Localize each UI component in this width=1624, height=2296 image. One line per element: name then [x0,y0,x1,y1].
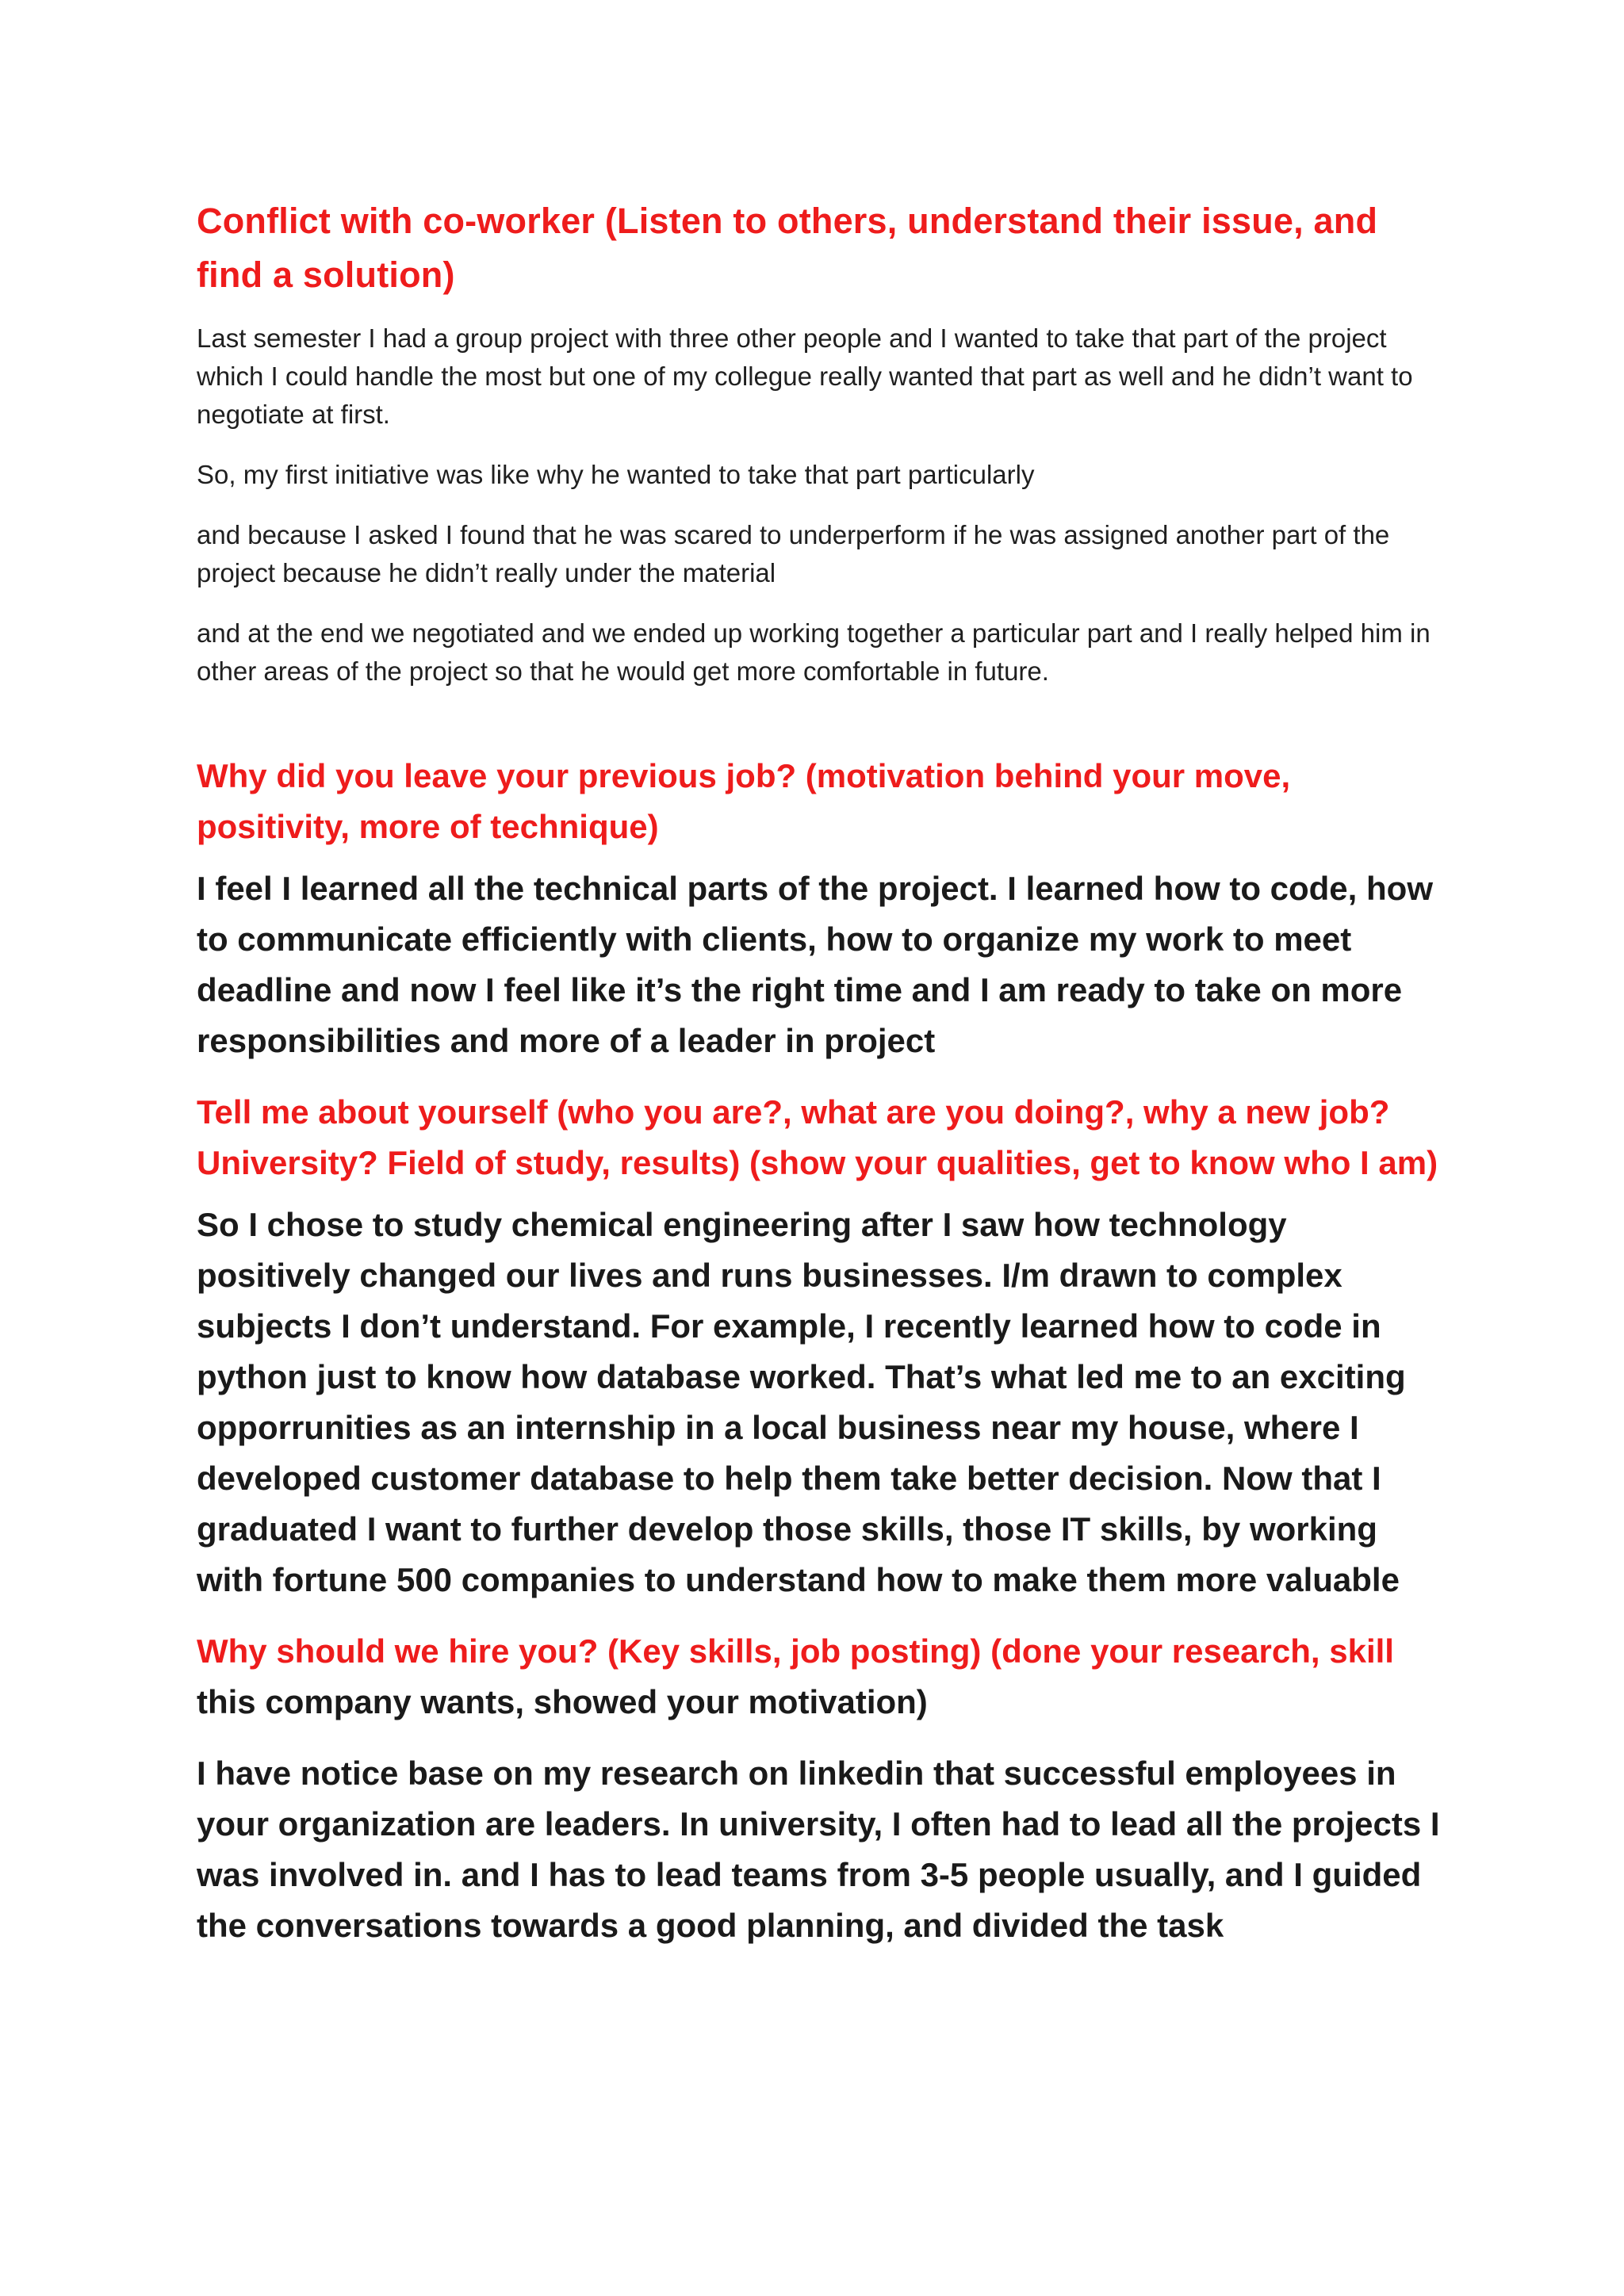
paragraph: and at the end we negotiated and we ended up working together a particular part and I really helped him in other areas of the project so that he would get more comfortable in future. [197,618,1431,686]
section-body [197,320,1450,691]
section-why-hire [197,1626,1450,1951]
section-heading [197,1626,1450,1728]
section-about-yourself [197,1087,1450,1605]
section-previous-job [197,751,1450,1066]
section-answer: I have notice base on my research on linkedin that successful employees in your organization are leaders. In university, I often had to lead all the projects I was involved in. and I has to lead teams from 3-5 people usually, and I guided the conversations towards a good planning, and divided the task [197,1755,1440,1944]
section-heading-dark-part: this company wants, showed your motivation) [197,1683,928,1720]
paragraph: So, my first initiative was like why he wanted to take that part particularly [197,460,1035,489]
section-heading: Tell me about yourself (who you are?, what are you doing?, why a new job? University? Field of study, results) (show your qualities, get to know who I am) [197,1093,1438,1181]
section-heading-red-part: Why should we hire you? (Key skills, job posting) (done your research, skill [197,1632,1394,1670]
section-answer: So I chose to study chemical engineering after I saw how technology positively changed our lives and runs businesses. I/m drawn to complex subjects I don’t understand. For example, I recently learned how to code in python just to know how database worked. That’s what led me to an exciting opporrunities as an internship in a local business near my house, where I developed customer database to help them take better decision. Now that I graduated I want to further develop those skills, those IT skills, by working with fortune 500 companies to understand how to make them more valuable [197,1206,1406,1598]
paragraph: and because I asked I found that he was scared to underperform if he was assigned another part of the project because he didn’t really under the material [197,520,1390,587]
document-page [197,194,1450,1972]
section-answer: I feel I learned all the technical parts of the project. I learned how to code, how to communicate efficiently with clients, how to organize my work to meet deadline and now I feel like it’s the right time and I am ready to take on more responsibilities and more of a leader in project [197,870,1433,1059]
section-conflict [197,194,1450,691]
section-heading: Conflict with co-worker (Listen to others, understand their issue, and find a solution) [197,201,1378,295]
section-spacer [197,713,1450,751]
section-heading: Why did you leave your previous job? (motivation behind your move, positivity, more of technique) [197,757,1291,845]
paragraph: Last semester I had a group project with three other people and I wanted to take that part of the project which I could handle the most but one of my collegue really wanted that part as well and he didn’t want to negotiate at first. [197,323,1413,429]
